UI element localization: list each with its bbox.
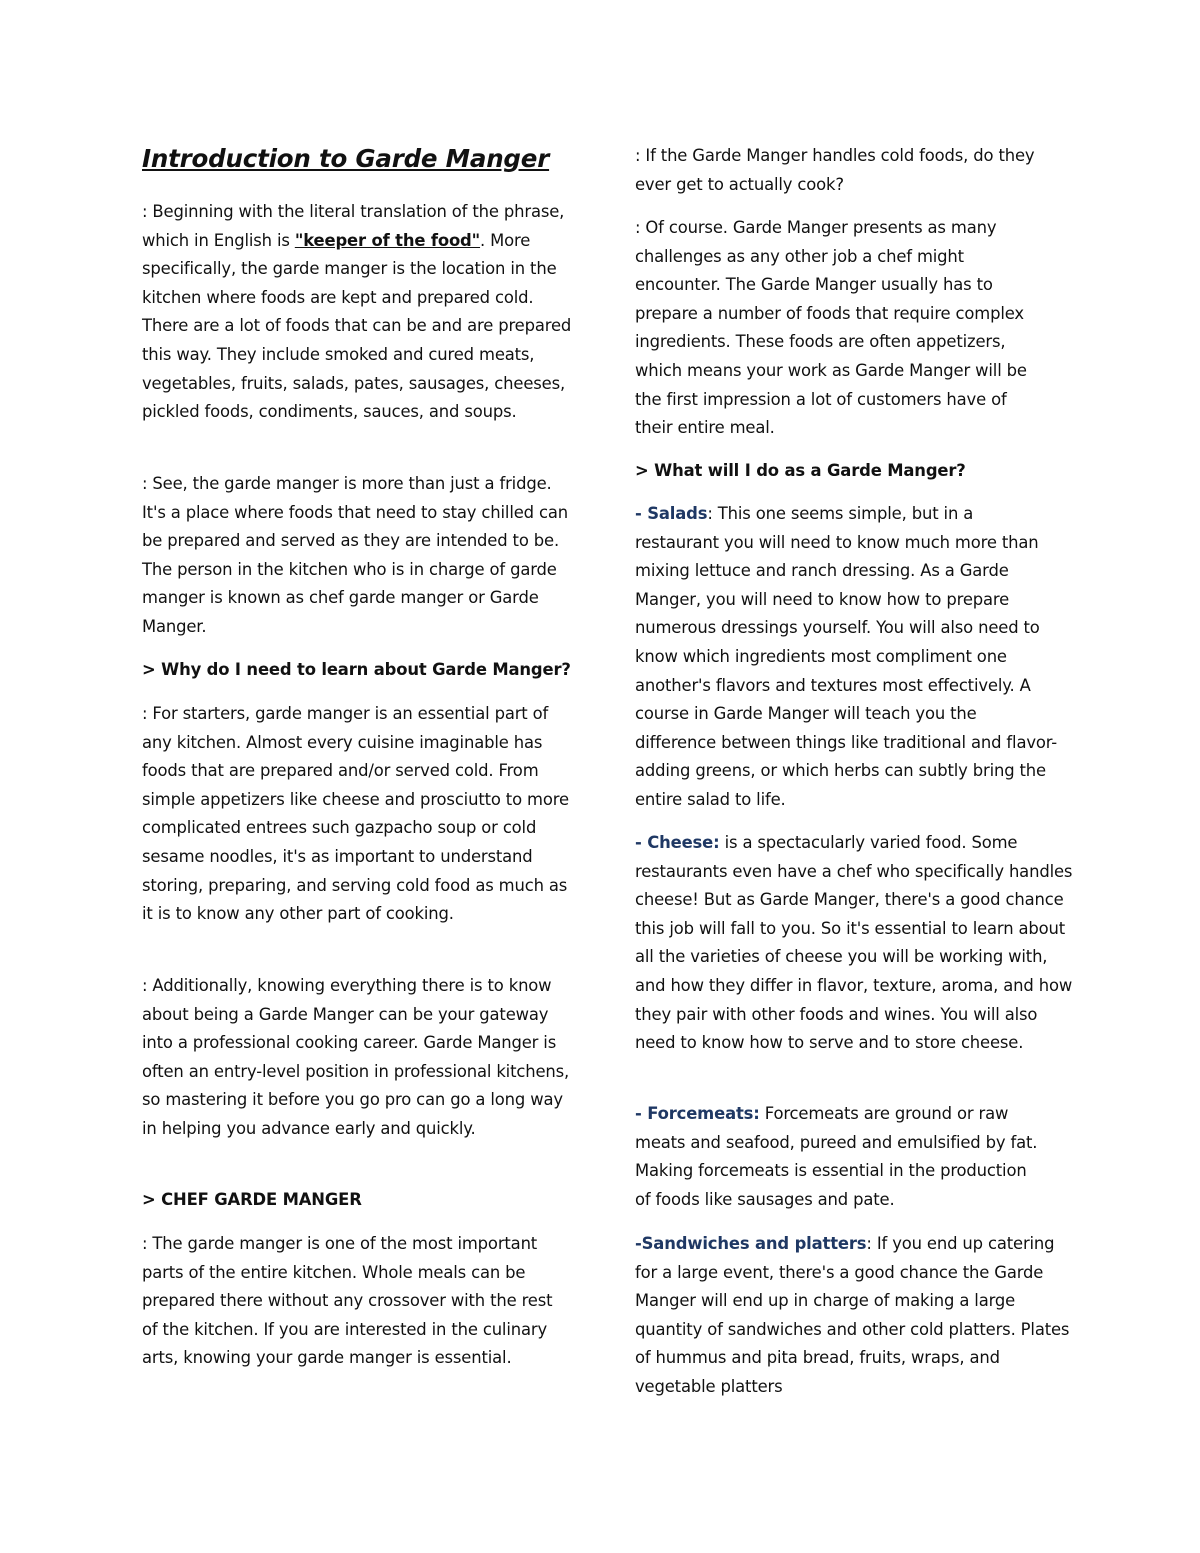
cheese-term: Cheese bbox=[647, 833, 714, 852]
forcemeats-term: Forcemeats bbox=[647, 1104, 754, 1123]
forcemeats-item: - Forcemeats: Forcemeats are ground or raw meats and seafood, pureed and emulsified by fat. Making forcemeats is essential in the production of foods like sausages and pate. bbox=[635, 1104, 1038, 1209]
quote-keeper-of-the-food: "keeper of the food" bbox=[294, 230, 481, 250]
salads-item: - Salads: This one seems simple, but in a restaurant you will need to know much more than mixing lettuce and ranch dressing. As a Garde Manger, you will need to know how to prepare numerous dressings yourself. You will also need to know which ingredients most compliment one another's flavors and textures most effectively. A course in Garde Manger will teach you the difference between things like traditional and flavor-adding greens, or which herbs can subtly bring the entire salad to life. bbox=[635, 504, 1058, 809]
kitchen-parts-paragraph: : The garde manger is one of the most important parts of the entire kitchen. Whole meals can be prepared there without any crossover with the rest of the kitchen. If you are interested in the culinary arts, knowing your garde manger is essential. bbox=[142, 1234, 553, 1368]
heading-what-will-i-do: > What will I do as a Garde Manger? bbox=[635, 461, 966, 480]
starters-paragraph: : For starters, garde manger is an essential part of any kitchen. Almost every cuisine imaginable has foods that are prepared and/or served cold. From simple appetizers like cheese and prosciutto to more complicated entrees such gazpacho soup or cold sesame noodles, it's as important to understand storing, preparing, and serving cold food as much as it is to know any other part of cooking. bbox=[142, 704, 569, 924]
fridge-paragraph: : See, the garde manger is more than just a fridge. It's a place where foods that need to stay chilled can be prepared and served as they are intended to be. The person in the kitchen who is in charge of garde manger is known as chef garde manger or Garde Manger. bbox=[142, 474, 568, 636]
sandwiches-item: -Sandwiches and platters: If you end up catering for a large event, there's a good chance the Garde Manger will end up in charge of making a large quantity of sandwiches and other cold platters. Plates of hummus and pita bread, fruits, wraps, and vegetable platters bbox=[635, 1234, 1070, 1396]
cheese-item: - Cheese: is a spectacularly varied food. Some restaurants even have a chef who specifically handles cheese! But as Garde Manger, there's a good chance this job will fall to you. So it's essential to learn about all the varieties of cheese you will be working with, and how they differ in flavor, texture, aroma, and how they pair with other foods and wines. You will also need to know how to serve and to store cheese. bbox=[635, 833, 1073, 1053]
salads-term: Salads bbox=[647, 504, 708, 523]
heading-chef-garde-manger: > CHEF GARDE MANGER bbox=[142, 1190, 362, 1209]
additionally-paragraph: : Additionally, knowing everything there is to know about being a Garde Manger can be your gateway into a professional cooking career. Garde Manger is often an entry-level position in professional kitchens, so mastering it before you go pro can go a long way in helping you advance early and quickly. bbox=[142, 976, 570, 1138]
cook-question-paragraph: : If the Garde Manger handles cold foods, do they ever get to actually cook? bbox=[635, 146, 1035, 194]
of-course-paragraph: : Of course. Garde Manger presents as many challenges as any other job a chef might encounter. The Garde Manger usually has to prepare a number of foods that require complex ingredients. These foods are often appetizers, which means your work as Garde Manger will be the first impression a lot of customers have of their entire meal. bbox=[635, 218, 1027, 438]
sandwiches-term: Sandwiches and platters bbox=[641, 1234, 867, 1253]
intro-paragraph: : Beginning with the literal translation of the phrase, which in English is "keeper of the food". More specifically, the garde manger is the location in the kitchen where foods are kept and prepared cold. There are a lot of foods that can be and are prepared this way. They include smoked and cured meats, vegetables, fruits, salads, pates, sausages, cheeses, pickled foods, condiments, sauces, and soups. bbox=[142, 202, 572, 422]
heading-why-learn: > Why do I need to learn about Garde Manger? bbox=[142, 660, 571, 679]
page-title: Introduction to Garde Manger bbox=[142, 144, 550, 173]
